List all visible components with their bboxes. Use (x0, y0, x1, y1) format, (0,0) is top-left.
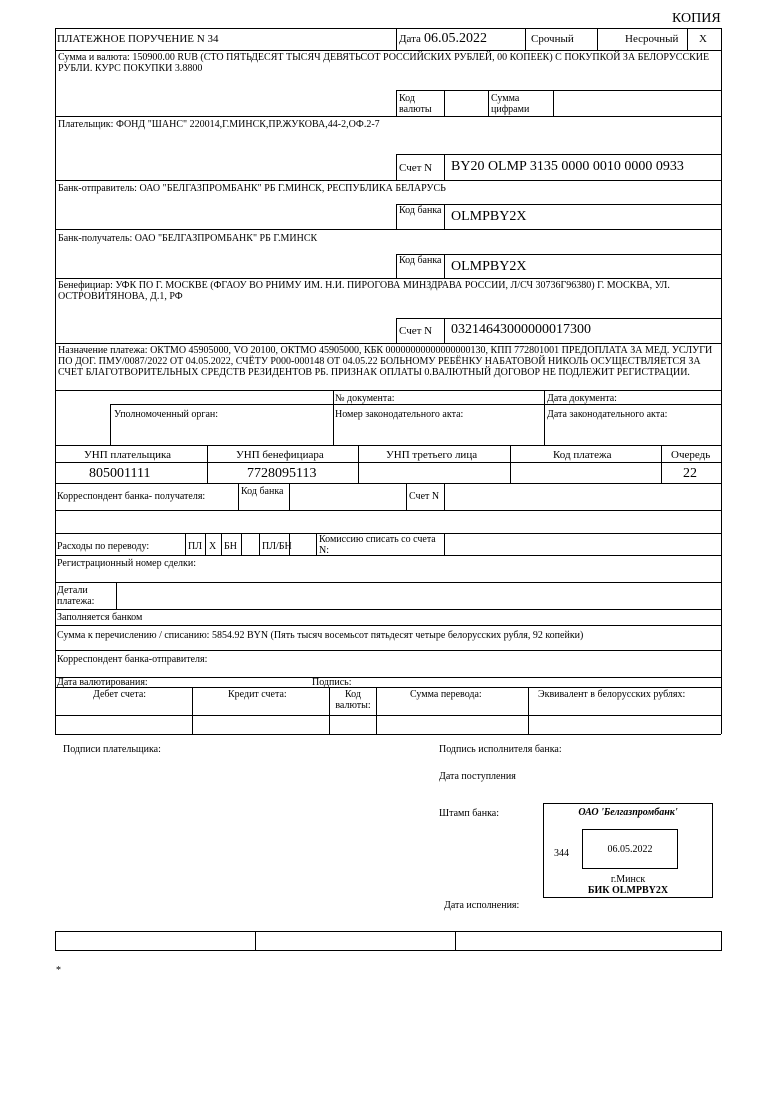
sender-bank: Банк-отправитель: ОАО "БЕЛГАЗПРОМБАНК" РБ Г.МИНСК, РЕСПУБЛИКА БЕЛАРУСЬ (58, 183, 446, 194)
authority-label: Уполномоченный орган: (114, 409, 219, 420)
date-value: 06.05.2022 (424, 31, 487, 46)
payment-details-label: Детали платежа: (57, 585, 95, 607)
payment-purpose: Назначение платежа: ОКТМО 45905000, VO 20100, ОКТМО 45905000, КБК 00000000000000000130, КПП 772801001 ПРЕДОПЛАТА ЗА МЕД. УСЛУГИ ПО ДОГ. ПМУ/0087/2022 ОТ 04.05.2022, СЧЁТУ Р000-000148 ОТ 04.05.22 БОЛЬНОМУ РЕБЁНКУ НАБАТОВОЙ НИКОЛЬ ОСУЩЕСТВЛЯЕТСЯ ЗА СЧЕТ БЛАГОТВОРИТЕЛЬНЫХ СРЕДСТВ РЕЗИДЕНТОВ РБ. ПРИЗНАК ОПЛАТЫ 0.ВАЛЮТНЫЙ ДОГОВОР НЕ ПОДЛЕЖИТ РЕГИСТРАЦИИ. (58, 345, 713, 378)
unp-payer-value: 805001111 (89, 466, 151, 481)
unp-beneficiary-label: УНП бенефициара (236, 449, 324, 461)
expenses-plbn: ПЛ/БН (262, 541, 292, 552)
payer: Плательщик: ФОНД "ШАНС" 220014,Г.МИНСК,ПР.ЖУКОВА,44-2,ОФ.2-7 (58, 119, 380, 130)
sender-bank-code-label: Код банка (399, 205, 442, 216)
credit-account-header: Кредит счета: (228, 689, 287, 700)
equivalent-header: Эквивалент в белорусских рублях: (538, 689, 686, 700)
unp-beneficiary-value: 7728095113 (247, 466, 317, 481)
expenses-pl: ПЛ (188, 541, 203, 552)
bank-stamp (543, 803, 713, 898)
transfer-amount-header: Сумма перевода: (410, 689, 482, 700)
deal-registration-label: Регистрационный номер сделки: (57, 558, 197, 569)
execution-date-label: Дата исполнения: (444, 900, 520, 911)
beneficiary-account-label: Счет N (399, 325, 433, 337)
correspondent-bank-code-label: Код банка (241, 486, 284, 497)
debit-sum: Сумма к перечислению / списанию: 5854.92 BYN (Пять тысяч восемьсот пятьдесят четыре белорусских рубля, 92 копейки) (57, 630, 584, 641)
stamp-city: г.Минск (610, 874, 646, 885)
bottom-row (55, 931, 722, 951)
bank-executor-signature-label: Подпись исполнителя банка: (439, 744, 562, 755)
doc-date-label: Дата документа: (547, 393, 617, 404)
amount-digits-label: Сумма цифрами (491, 93, 530, 115)
sender-bank-code: OLMPBY2X (451, 209, 527, 224)
receiver-bank-code: OLMPBY2X (451, 259, 527, 274)
unp-payer-label: УНП плательщика (84, 449, 172, 461)
receipt-date-label: Дата поступления (439, 771, 516, 782)
stamp-bank-name: ОАО 'Белгазпромбанк' (578, 807, 678, 818)
expenses-label: Расходы по переводу: (57, 541, 150, 552)
commission-label: Комиссию списать со счета N: (319, 534, 436, 556)
correspondent-receiver-label: Корреспондент банка- получателя: (57, 491, 206, 502)
correspondent-account-label: Счет N (409, 491, 440, 502)
law-number-label: Номер законодательного акта: (335, 409, 464, 420)
doc-number-label: № документа: (335, 393, 395, 404)
form-title: ПЛАТЕЖНОЕ ПОРУЧЕНИЕ N 34 (57, 33, 219, 45)
currency-code-header: Код валюты: (335, 689, 371, 711)
receiver-bank: Банк-получатель: ОАО "БЕЛГАЗПРОМБАНК" РБ Г.МИНСК (58, 233, 318, 244)
non-urgent-label: Несрочный (625, 33, 679, 45)
date-label: Дата (399, 33, 421, 45)
payer-signatures-label: Подписи плательщика: (63, 744, 161, 755)
queue-value: 22 (683, 466, 697, 481)
law-date-label: Дата законодательного акта: (547, 409, 668, 420)
signature-label: Подпись: (312, 677, 352, 688)
stamp-date: 06.05.2022 (607, 844, 653, 855)
payment-code-label: Код платежа (553, 449, 612, 461)
queue-label: Очередь (671, 449, 711, 461)
expenses-mark: X (209, 541, 217, 552)
correspondent-sender-label: Корреспондент банка-отправителя: (57, 654, 208, 665)
filled-by-bank-label: Заполняется банком (57, 612, 143, 623)
stamp-date-box (582, 829, 678, 869)
amount-currency: Сумма и валюта: 150900.00 RUB (СТО ПЯТЬДЕСЯТ ТЫСЯЧ ДЕВЯТЬСОТ РОССИЙСКИХ РУБЛЕЙ, 00 КОПЕЕК) С ПОКУПКОЙ ЗА БЕЛОРУССКИЕ РУБЛИ. КУРС ПОКУПКИ 3.8800 (58, 52, 710, 74)
non-urgent-mark: X (699, 33, 707, 45)
stamp-number: 344 (554, 848, 569, 859)
payer-account: BY20 OLMP 3135 0000 0010 0000 0933 (451, 159, 684, 174)
payer-account-label: Счет N (399, 162, 433, 174)
currency-code-label: Код валюты (399, 93, 432, 115)
unp-third-label: УНП третьего лица (386, 449, 478, 461)
copy-label: КОПИЯ (672, 11, 721, 26)
urgent-label: Срочный (531, 33, 574, 45)
receiver-bank-code-label: Код банка (399, 255, 442, 266)
stamp-bik: БИК OLMPBY2X (587, 885, 669, 896)
beneficiary-account: 03214643000000017300 (451, 322, 591, 337)
bank-stamp-label: Штамп банка: (439, 808, 499, 819)
expenses-bn: БН (224, 541, 237, 552)
debit-account-header: Дебет счета: (93, 689, 147, 700)
beneficiary: Бенефициар: УФК ПО Г. МОСКВЕ (ФГАОУ ВО РНИМУ ИМ. Н.И. ПИРОГОВА МИНЗДРАВА РОССИИ, Л/СЧ 30736Г96380) Г. МОСКВА, УЛ. ОСТРОВИТЯНОВА, Д.1, РФ (58, 280, 670, 302)
value-date-label: Дата валютирования: (57, 677, 148, 688)
footnote: * (56, 965, 61, 976)
